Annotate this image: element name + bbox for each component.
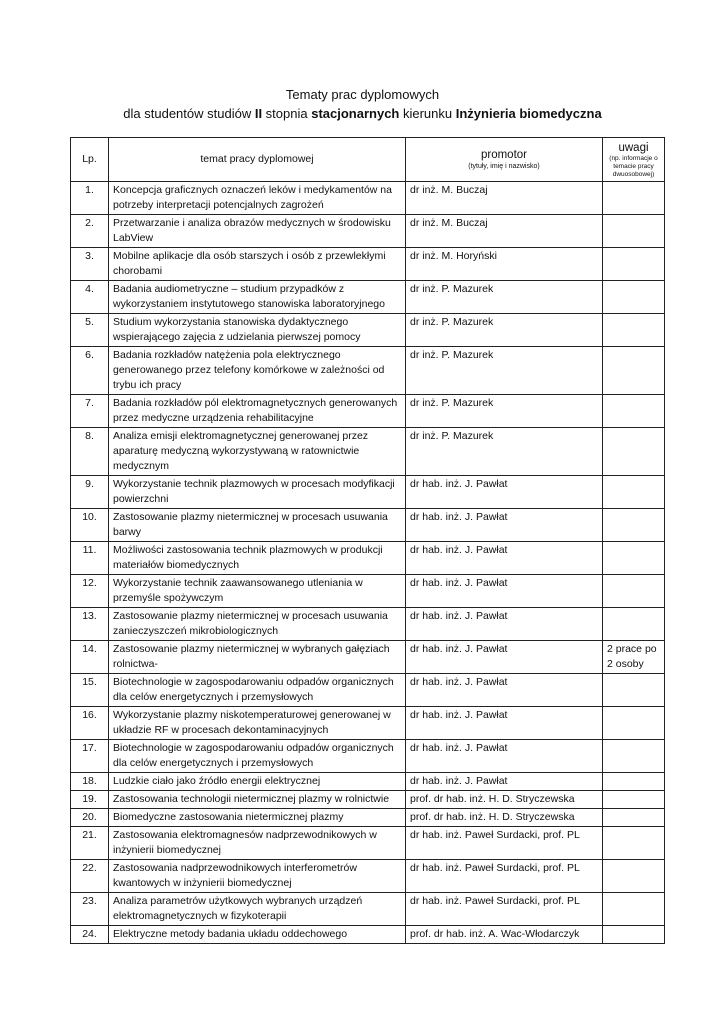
table-row bbox=[71, 428, 665, 476]
row-notes bbox=[603, 281, 665, 314]
table-row bbox=[71, 182, 665, 215]
row-topic: Analiza parametrów użytkowych wybranych urządzeń elektromagnetycznych w fizykoterapii bbox=[109, 893, 406, 926]
row-promoter: dr inż. M. Buczaj bbox=[406, 182, 603, 215]
row-topic: Badania rozkładów natężenia pola elektrycznego generowanego przez telefony komórkowe w zależności od trybu ich pracy bbox=[109, 347, 406, 395]
table-row bbox=[71, 509, 665, 542]
row-number: 19. bbox=[71, 791, 109, 809]
table-row bbox=[71, 893, 665, 926]
row-number: 16. bbox=[71, 707, 109, 740]
subtitle-study-mode: stacjonarnych bbox=[311, 106, 400, 121]
row-notes bbox=[603, 347, 665, 395]
row-notes bbox=[603, 182, 665, 215]
row-topic: Badania audiometryczne – studium przypadków z wykorzystaniem instytutowego stanowiska laboratoryjnego bbox=[109, 281, 406, 314]
row-number: 12. bbox=[71, 575, 109, 608]
row-promoter: dr hab. inż. J. Pawłat bbox=[406, 575, 603, 608]
row-promoter: prof. dr hab. inż. A. Wac-Włodarczyk bbox=[406, 926, 603, 944]
row-notes bbox=[603, 428, 665, 476]
row-promoter: prof. dr hab. inż. H. D. Stryczewska bbox=[406, 791, 603, 809]
row-notes bbox=[603, 893, 665, 926]
table-row bbox=[71, 314, 665, 347]
row-number: 11. bbox=[71, 542, 109, 575]
header-promoter-sub: (tytuły, imię i nazwisko) bbox=[468, 163, 540, 170]
row-promoter: dr hab. inż. J. Pawłat bbox=[406, 707, 603, 740]
row-promoter: dr hab. inż. J. Pawłat bbox=[406, 608, 603, 641]
row-topic: Wykorzystanie plazmy niskotemperaturowej generowanej w układzie RF w procesach dekontaminacyjnych bbox=[109, 707, 406, 740]
table-row bbox=[71, 674, 665, 707]
row-number: 15. bbox=[71, 674, 109, 707]
row-topic: Wykorzystanie technik zaawansowanego utleniania w przemyśle spożywczym bbox=[109, 575, 406, 608]
row-notes bbox=[603, 740, 665, 773]
row-number: 14. bbox=[71, 641, 109, 674]
row-number: 18. bbox=[71, 773, 109, 791]
subtitle-part: kierunku bbox=[399, 106, 456, 121]
row-number: 22. bbox=[71, 860, 109, 893]
subtitle-degree: II bbox=[254, 106, 263, 121]
row-promoter: dr hab. inż. Paweł Surdacki, prof. PL bbox=[406, 860, 603, 893]
table-row bbox=[71, 608, 665, 641]
row-promoter: dr hab. inż. J. Pawłat bbox=[406, 674, 603, 707]
row-topic: Zastosowanie plazmy nietermicznej w procesach usuwania barwy bbox=[109, 509, 406, 542]
row-topic: Zastosowania elektromagnesów nadprzewodnikowych w inżynierii biomedycznej bbox=[109, 827, 406, 860]
row-notes bbox=[603, 707, 665, 740]
row-topic: Koncepcja graficznych oznaczeń leków i medykamentów na potrzeby interpretacji potencjalnych zagrożeń bbox=[109, 182, 406, 215]
row-notes bbox=[603, 395, 665, 428]
table-row bbox=[71, 248, 665, 281]
row-notes bbox=[603, 608, 665, 641]
table-row bbox=[71, 542, 665, 575]
row-promoter: dr hab. inż. J. Pawłat bbox=[406, 509, 603, 542]
subtitle-field: Inżynieria biomedyczna bbox=[455, 106, 602, 121]
row-topic: Zastosowania nadprzewodnikowych interferometrów kwantowych w inżynierii biomedycznej bbox=[109, 860, 406, 893]
row-number: 21. bbox=[71, 827, 109, 860]
header-promoter-label: promotor bbox=[480, 149, 528, 161]
row-topic: Analiza emisji elektromagnetycznej generowanej przez aparaturę medyczną wykorzystywaną w ratownictwie medycznym bbox=[109, 428, 406, 476]
row-topic: Mobilne aplikacje dla osób starszych i osób z przewlekłymi chorobami bbox=[109, 248, 406, 281]
row-number: 2. bbox=[71, 215, 109, 248]
header-notes-sub: (np. informacje o temacie pracy dwuosobowej) bbox=[609, 154, 658, 178]
row-promoter: dr inż. P. Mazurek bbox=[406, 347, 603, 395]
row-number: 23. bbox=[71, 893, 109, 926]
document-subtitle bbox=[0, 106, 725, 121]
row-topic: Możliwości zastosowania technik plazmowych w produkcji materiałów biomedycznych bbox=[109, 542, 406, 575]
row-promoter: dr inż. P. Mazurek bbox=[406, 314, 603, 347]
row-topic: Biotechnologie w zagospodarowaniu odpadów organicznych dla celów energetycznych i przemysłowych bbox=[109, 740, 406, 773]
row-topic: Elektryczne metody badania układu oddechowego bbox=[109, 926, 406, 944]
row-notes bbox=[603, 809, 665, 827]
row-number: 10. bbox=[71, 509, 109, 542]
table-row bbox=[71, 791, 665, 809]
row-notes bbox=[603, 509, 665, 542]
row-notes bbox=[603, 542, 665, 575]
table-row bbox=[71, 575, 665, 608]
row-topic: Biotechnologie w zagospodarowaniu odpadów organicznych dla celów energetycznych i przemysłowych bbox=[109, 674, 406, 707]
document-title: Tematy prac dyplomowych bbox=[285, 87, 440, 102]
row-topic: Zastosowania technologii nietermicznej plazmy w rolnictwie bbox=[109, 791, 406, 809]
table-row bbox=[71, 641, 665, 674]
row-promoter: dr inż. M. Buczaj bbox=[406, 215, 603, 248]
table-row bbox=[71, 215, 665, 248]
table-row bbox=[71, 827, 665, 860]
topics-table bbox=[70, 137, 665, 944]
row-topic: Zastosowanie plazmy nietermicznej w wybranych gałęziach rolnictwa- bbox=[109, 641, 406, 674]
table-row bbox=[71, 395, 665, 428]
subtitle-part: stopnia bbox=[262, 106, 312, 121]
row-topic: Biomedyczne zastosowania nietermicznej plazmy bbox=[109, 809, 406, 827]
table-row bbox=[71, 926, 665, 944]
row-number: 9. bbox=[71, 476, 109, 509]
table-row bbox=[71, 281, 665, 314]
table-row bbox=[71, 476, 665, 509]
row-promoter: dr hab. inż. J. Pawłat bbox=[406, 476, 603, 509]
row-notes bbox=[603, 674, 665, 707]
row-promoter: dr hab. inż. J. Pawłat bbox=[406, 641, 603, 674]
row-notes bbox=[603, 860, 665, 893]
row-notes bbox=[603, 215, 665, 248]
header-promoter bbox=[406, 138, 603, 182]
row-promoter: dr hab. inż. Paweł Surdacki, prof. PL bbox=[406, 893, 603, 926]
table-row bbox=[71, 773, 665, 791]
row-number: 24. bbox=[71, 926, 109, 944]
row-notes bbox=[603, 926, 665, 944]
row-number: 13. bbox=[71, 608, 109, 641]
header-notes bbox=[603, 138, 665, 182]
row-number: 1. bbox=[71, 182, 109, 215]
row-promoter: prof. dr hab. inż. H. D. Stryczewska bbox=[406, 809, 603, 827]
header-topic: temat pracy dyplomowej bbox=[109, 138, 406, 182]
row-notes bbox=[603, 314, 665, 347]
table-row bbox=[71, 347, 665, 395]
header-lp: Lp. bbox=[71, 138, 109, 182]
row-notes bbox=[603, 791, 665, 809]
row-promoter: dr inż. M. Horyński bbox=[406, 248, 603, 281]
row-notes: 2 prace po 2 osoby bbox=[603, 641, 665, 674]
row-number: 6. bbox=[71, 347, 109, 395]
row-topic: Wykorzystanie technik plazmowych w procesach modyfikacji powierzchni bbox=[109, 476, 406, 509]
row-topic: Ludzkie ciało jako źródło energii elektrycznej bbox=[109, 773, 406, 791]
row-notes bbox=[603, 248, 665, 281]
table-row bbox=[71, 707, 665, 740]
row-notes bbox=[603, 773, 665, 791]
row-promoter: dr hab. inż. J. Pawłat bbox=[406, 542, 603, 575]
row-promoter: dr inż. P. Mazurek bbox=[406, 428, 603, 476]
row-promoter: dr hab. inż. J. Pawłat bbox=[406, 773, 603, 791]
table-body bbox=[71, 182, 665, 944]
row-number: 8. bbox=[71, 428, 109, 476]
row-topic: Studium wykorzystania stanowiska dydaktycznego wspierającego zajęcia z udzielania pierwszej pomocy bbox=[109, 314, 406, 347]
table-row bbox=[71, 860, 665, 893]
table-row bbox=[71, 740, 665, 773]
row-promoter: dr inż. P. Mazurek bbox=[406, 281, 603, 314]
row-promoter: dr inż. P. Mazurek bbox=[406, 395, 603, 428]
header-notes-label: uwagi bbox=[618, 141, 649, 154]
row-notes bbox=[603, 575, 665, 608]
subtitle-part: dla studentów studiów bbox=[123, 106, 255, 121]
row-number: 7. bbox=[71, 395, 109, 428]
row-number: 5. bbox=[71, 314, 109, 347]
row-promoter: dr hab. inż. J. Pawłat bbox=[406, 740, 603, 773]
row-notes bbox=[603, 827, 665, 860]
table-header-row bbox=[71, 138, 665, 182]
row-number: 17. bbox=[71, 740, 109, 773]
row-number: 3. bbox=[71, 248, 109, 281]
row-notes bbox=[603, 476, 665, 509]
row-topic: Przetwarzanie i analiza obrazów medycznych w środowisku LabView bbox=[109, 215, 406, 248]
row-promoter: dr hab. inż. Paweł Surdacki, prof. PL bbox=[406, 827, 603, 860]
row-topic: Zastosowanie plazmy nietermicznej w procesach usuwania zanieczyszczeń mikrobiologicznych bbox=[109, 608, 406, 641]
row-number: 20. bbox=[71, 809, 109, 827]
table-row bbox=[71, 809, 665, 827]
row-topic: Badania rozkładów pól elektromagnetycznych generowanych przez medyczne urządzenia rehabilitacyjne bbox=[109, 395, 406, 428]
row-number: 4. bbox=[71, 281, 109, 314]
